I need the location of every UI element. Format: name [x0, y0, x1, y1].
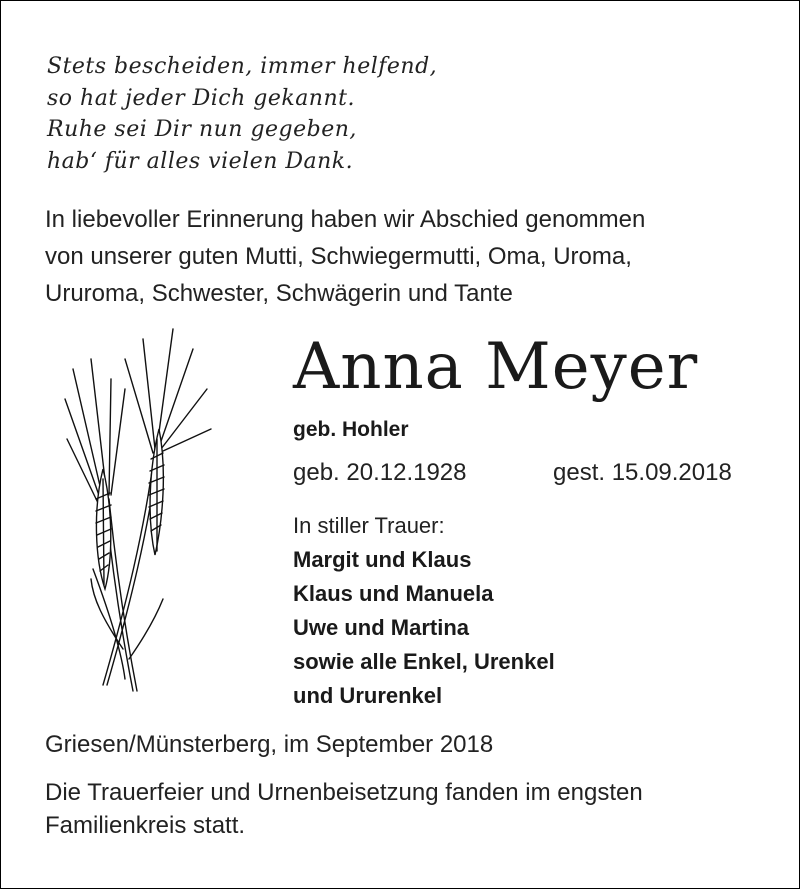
mourner-entry: Margit und Klaus — [293, 547, 472, 572]
place-date: Griesen/Münsterberg, im September 2018 — [45, 731, 494, 758]
mourner-entry: Klaus und Manuela — [293, 581, 494, 606]
poem-line: so hat jeder Dich gekannt. — [47, 85, 355, 111]
maiden-name: geb. Hohler — [293, 418, 409, 441]
poem-line: hab‘ für alles vielen Dank. — [47, 148, 354, 174]
poem-line: Stets bescheiden, immer helfend, — [47, 54, 438, 79]
intro-text — [45, 201, 765, 312]
mourner-entry: und Ururenkel — [293, 683, 443, 708]
mourner-entry: Uwe und Martina — [293, 615, 470, 640]
intro-line: von unserer guten Mutti, Schwiegermutti, Oma, Uroma, — [45, 243, 632, 270]
poem-line: Ruhe sei Dir nun gegeben, — [47, 117, 357, 142]
mourning-label: In stiller Trauer: — [293, 513, 445, 538]
note-line: Die Trauerfeier und Urnenbeisetzung fanden im engsten — [45, 779, 643, 806]
mourner-entry: sowie alle Enkel, Urenkel — [293, 649, 555, 674]
note-line: Familienkreis statt. — [45, 812, 246, 839]
birth-date: geb. 20.12.1928 — [293, 459, 467, 486]
death-date: gest. 15.09.2018 — [553, 459, 732, 486]
wheat-ears-icon — [63, 319, 213, 699]
deceased-name: Anna Meyer — [293, 330, 699, 404]
intro-line: In liebevoller Erinnerung haben wir Abschied genommen — [45, 206, 646, 233]
funeral-note — [45, 776, 643, 842]
poem — [47, 51, 437, 177]
intro-line: Ururoma, Schwester, Schwägerin und Tante — [45, 280, 513, 307]
mourners-list — [293, 543, 555, 713]
